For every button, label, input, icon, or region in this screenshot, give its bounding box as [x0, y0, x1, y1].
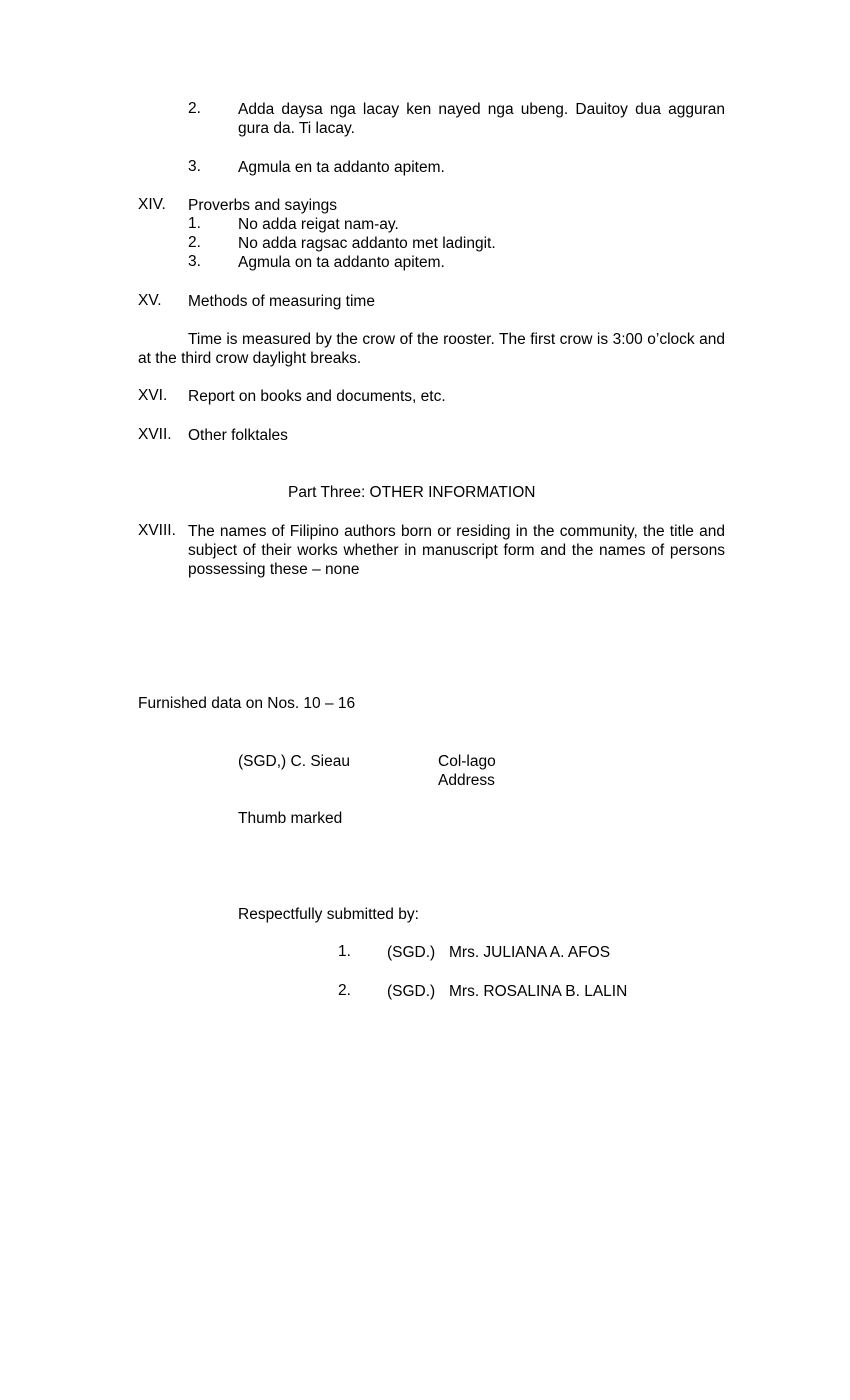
- section-numeral: XVII.: [138, 426, 172, 443]
- body-paragraph: Time is measured by the crow of the rooster. The first crow is 3:00 o’clock and at the third crow daylight breaks.: [138, 331, 725, 367]
- submitter-sgd: (SGD.): [387, 944, 436, 961]
- submitter-name: Mrs. JULIANA A. AFOS: [449, 944, 611, 961]
- list-item-text: Adda daysa nga lacay ken nayed nga ubeng. Dauitoy dua agguran gura da. Ti lacay.: [238, 101, 725, 137]
- section-text: The names of Filipino authors born or residing in the community, the title and subject of their works whether in manuscript form and the names of persons possessing these – none: [188, 523, 725, 578]
- proverb-text: No adda ragsac addanto met ladingit.: [238, 235, 496, 252]
- proverb-text: Agmula on ta addanto apitem.: [238, 254, 445, 271]
- list-item-number: 3.: [188, 158, 201, 175]
- informant-signature: (SGD,) C. Sieau: [238, 753, 350, 770]
- informant-address-value: Col-lago: [438, 753, 496, 770]
- section-title: Other folktales: [188, 427, 288, 444]
- thumb-marked-note: Thumb marked: [238, 810, 343, 827]
- furnished-data-note: Furnished data on Nos. 10 – 16: [138, 695, 356, 712]
- section-numeral: XV.: [138, 292, 162, 309]
- submitter-name: Mrs. ROSALINA B. LALIN: [449, 983, 628, 1000]
- submitted-by-label: Respectfully submitted by:: [238, 906, 419, 923]
- section-title: Methods of measuring time: [188, 293, 375, 310]
- proverb-text: No adda reigat nam-ay.: [238, 216, 399, 233]
- list-item-text: Agmula en ta addanto apitem.: [238, 159, 445, 176]
- section-title: Report on books and documents, etc.: [188, 388, 446, 405]
- section-title: Proverbs and sayings: [188, 197, 338, 214]
- list-item-number: 2.: [188, 100, 201, 117]
- part-heading: Part Three: OTHER INFORMATION: [288, 484, 536, 501]
- submitter-number: 2.: [338, 982, 351, 999]
- section-numeral: XVIII.: [138, 522, 176, 539]
- informant-address-label: Address: [438, 772, 495, 789]
- section-numeral: XVI.: [138, 387, 168, 404]
- submitter-sgd: (SGD.): [387, 983, 436, 1000]
- proverb-number: 3.: [188, 253, 201, 270]
- submitter-number: 1.: [338, 943, 351, 960]
- proverb-number: 1.: [188, 215, 201, 232]
- section-numeral: XIV.: [138, 196, 166, 213]
- proverb-number: 2.: [188, 234, 201, 251]
